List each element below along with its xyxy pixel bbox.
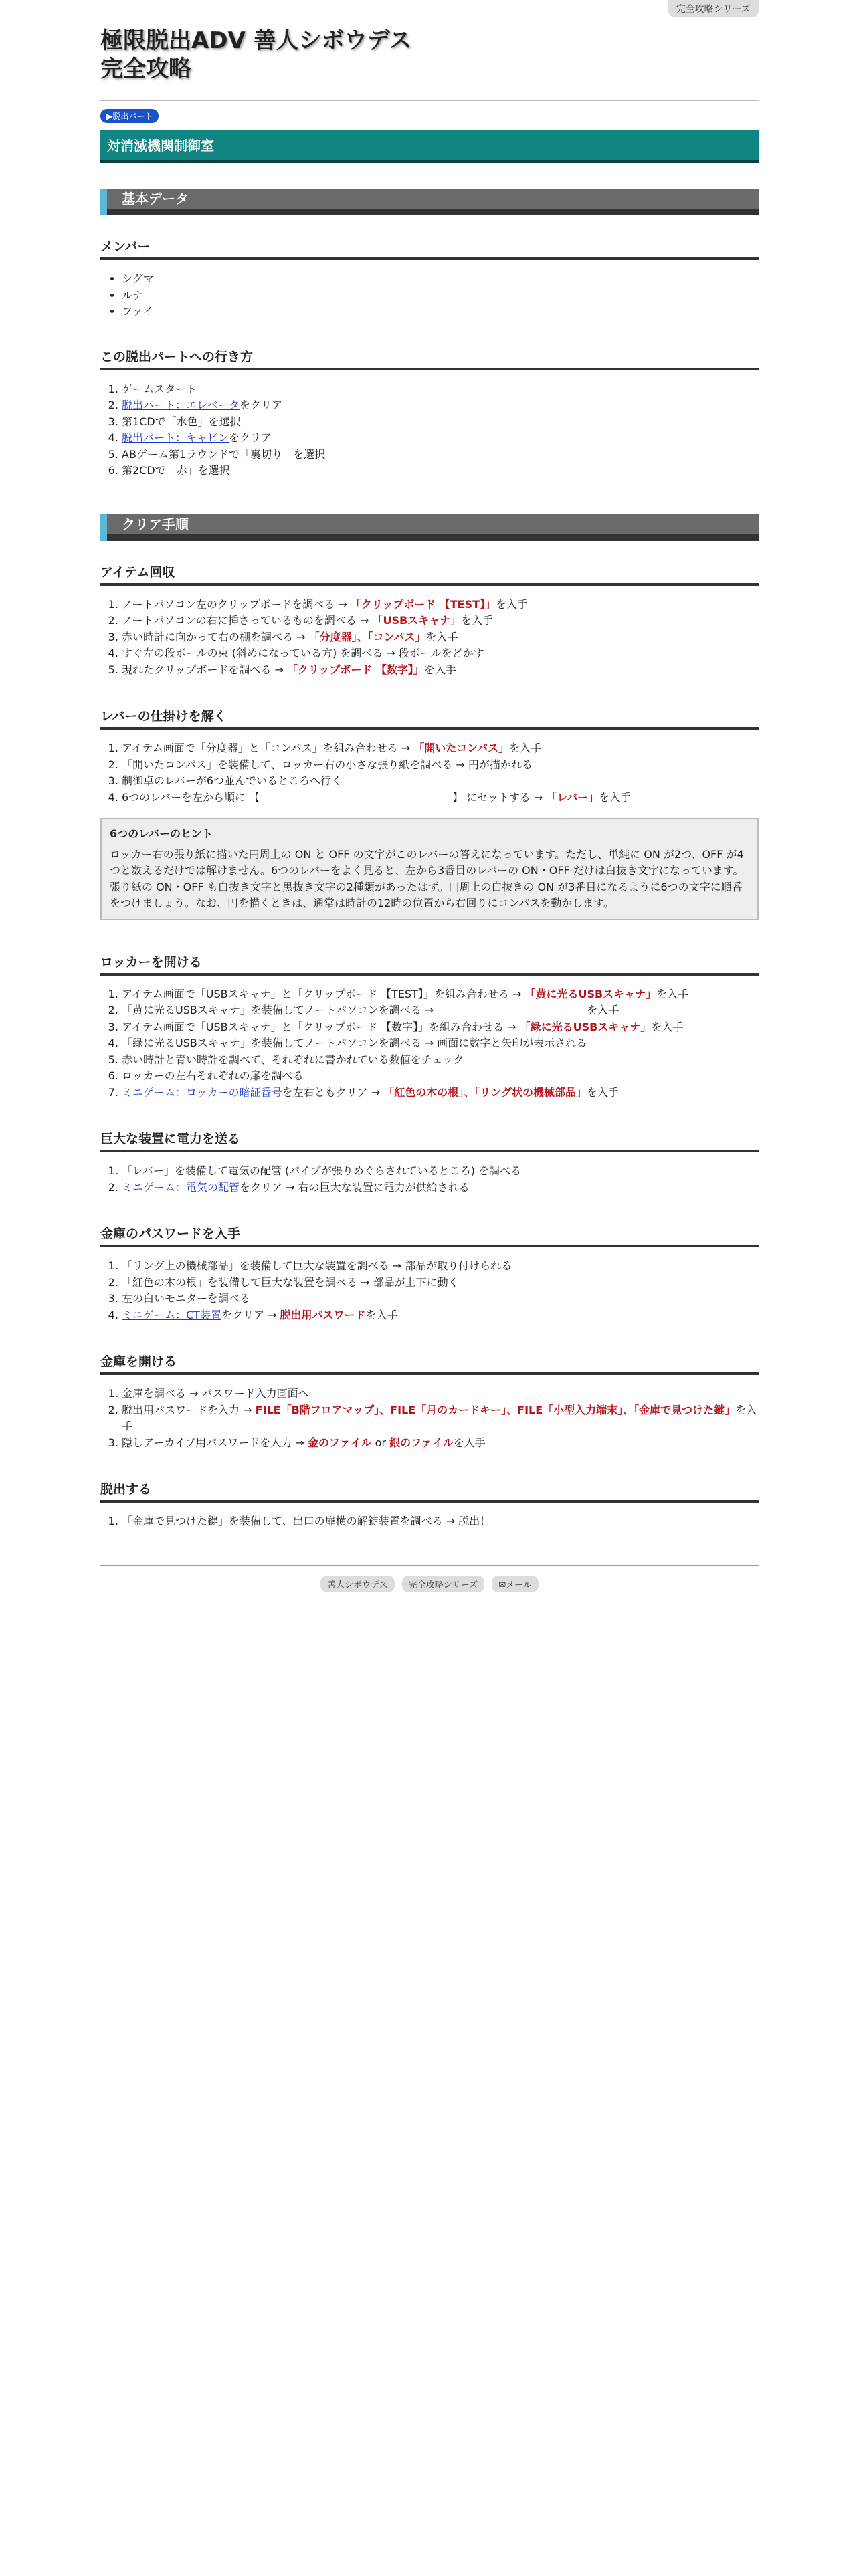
page-title: [100, 0, 759, 83]
locker-list: [100, 986, 759, 1101]
footer-divider: [100, 1565, 759, 1566]
page-title-line2: 完全攻略: [100, 56, 191, 82]
link-cabin[interactable]: 脱出パート：キャビン: [122, 431, 229, 444]
area-title: 対消滅機関制御室: [100, 130, 759, 163]
step: 3. 赤い時計に向かって右の棚を調べる → 「分度器」、「コンパス」を入手: [122, 629, 759, 646]
footer-link-series[interactable]: 完全攻略シリーズ: [402, 1576, 484, 1592]
step: 1. アイテム画面で「USBスキャナ」と「クリップボード 【TEST】」を組み合わせる → 「黄に光るUSBスキャナ」を入手: [122, 986, 759, 1003]
power-list: [100, 1163, 759, 1196]
step: 2. 「紅色の木の根」を装備して巨大な装置を調べる → 部品が上下に動く: [122, 1275, 759, 1291]
link-ct-minigame[interactable]: ミニゲーム：CT装置: [122, 1308, 221, 1321]
step: 4. 6つのレバーを左から順に 【 】 にセットする → 「レバー」を入手: [122, 790, 759, 807]
step: 4. 「緑に光るUSBスキャナ」を装備してノートパソコンを調べる → 画面に数字と矢印が表示される: [122, 1035, 759, 1052]
footer-link-game[interactable]: 善人シボウデス: [320, 1576, 394, 1592]
page-title-line1: 極限脱出ADV 善人シボウデス: [100, 27, 412, 54]
locker-heading: ロッカーを開ける: [100, 952, 759, 976]
step: 1. 「金庫で見つけた鍵」を装備して、出口の扉横の解錠装置を調べる → 脱出！: [122, 1513, 759, 1530]
hint-text: ロッカー右の張り紙に描いた円周上の ON と OFF の文字がこのレバーの答えになっています。ただし、単純に ON が2つ、OFF が4つと数えるだけでは解けません。6つのレバーをよく見ると、左から3番目のレバーの ON・OFF だけは白抜き文字になっています。張り紙の ON・OFF も白抜き文字と黒抜き文字の2種類があったはず。円周上の白抜きの ON が3番目になるように6つの文字に順番をつけましょう。なお、円を描くときは、通常は時計の12時の位置から右回りにコンパスを動かします。: [110, 847, 744, 909]
step: 4. ミニゲーム：CT装置をクリア → 脱出用パスワードを入手: [122, 1307, 759, 1324]
step: 2. 脱出用パスワードを入力 → FILE「B階フロアマップ」、FILE「月のカードキー」、FILE「小型入力端末」、「金庫で見つけた鍵」を入手: [122, 1402, 759, 1435]
link-pipe-minigame[interactable]: ミニゲーム：電気の配管: [122, 1180, 240, 1194]
section-clear-steps: クリア手順: [100, 514, 759, 541]
route-step: 3. 第1CDで「水色」を選択: [122, 414, 759, 431]
escape-heading: 脱出する: [100, 1479, 759, 1503]
section-basic-data: 基本データ: [100, 189, 759, 215]
route-step: 6. 第2CDで「赤」を選択: [122, 463, 759, 479]
route-list: [100, 381, 759, 479]
members-list: [100, 271, 759, 320]
lever-heading: レバーの仕掛けを解く: [100, 706, 759, 730]
step: 2. ノートパソコンの右に挿さっているものを調べる → 「USBスキャナ」を入手: [122, 613, 759, 629]
step: 7. ミニゲーム：ロッカーの暗証番号を左右ともクリア → 「紅色の木の根」、「リング状の機械部品」を入手: [122, 1085, 759, 1101]
step: 1. アイテム画面で「分度器」と「コンパス」を組み合わせる → 「開いたコンパス」を入手: [122, 740, 759, 757]
escape-list: [100, 1513, 759, 1530]
route-step: 5. ABゲーム第1ラウンドで「裏切り」を選択: [122, 447, 759, 463]
members-heading: メンバー: [100, 237, 759, 260]
password-heading: 金庫のパスワードを入手: [100, 1224, 759, 1247]
page: [100, 0, 759, 1592]
step: 3. 隠しアーカイブ用パスワードを入力 → 金のファイル or 銀のファイルを入手: [122, 1435, 759, 1452]
route-step: 2. 脱出パート：エレベータをクリア: [122, 397, 759, 414]
step: 1. 金庫を調べる → パスワード入力画面へ: [122, 1386, 759, 1402]
step: 3. アイテム画面で「USBスキャナ」と「クリップボード 【数字】」を組み合わせる → 「緑に光るUSBスキャナ」を入手: [122, 1019, 759, 1036]
step: 3. 制御卓のレバーが6つ並んでいるところへ行く: [122, 773, 759, 790]
route-heading: この脱出パートへの行き方: [100, 347, 759, 370]
footer-link-mail[interactable]: ✉メール: [492, 1576, 539, 1592]
step: 5. 赤い時計と青い時計を調べて、それぞれに書かれている数値をチェック: [122, 1052, 759, 1069]
footer: [100, 1576, 759, 1592]
step: 1. 「リング上の機械部品」を装備して巨大な装置を調べる → 部品が取り付けられる: [122, 1258, 759, 1275]
step: 1. ノートパソコン左のクリップボードを調べる → 「クリップボード 【TEST】」を入手: [122, 597, 759, 613]
route-step: 4. 脱出パート：キャビンをクリア: [122, 430, 759, 447]
step: 3. 左の白いモニターを調べる: [122, 1291, 759, 1307]
lever-hint-box: [100, 818, 759, 920]
route-step: 1. ゲームスタート: [122, 381, 759, 398]
step: 6. ロッカーの左右それぞれの扉を調べる: [122, 1068, 759, 1085]
items-heading: アイテム回収: [100, 562, 759, 586]
title-divider: [100, 100, 759, 101]
items-list: [100, 597, 759, 679]
safe-list: [100, 1386, 759, 1451]
link-elevator[interactable]: 脱出パート：エレベータ: [122, 399, 240, 411]
member-item: • ルナ: [122, 288, 759, 304]
hint-title: 6つのレバーのヒント: [110, 827, 213, 840]
step: 5. 現れたクリップボードを調べる → 「クリップボード 【数字】」を入手: [122, 662, 759, 679]
step: 1. 「レバー」を装備して電気の配管 (パイプが張りめぐらされているところ) を調べる: [122, 1163, 759, 1180]
password-list: [100, 1258, 759, 1323]
breadcrumb-escape-part[interactable]: ▶脱出パート: [100, 109, 159, 123]
step: 2. 「開いたコンパス」を装備して、ロッカー右の小さな張り紙を調べる → 円が描かれる: [122, 757, 759, 774]
link-locker-minigame[interactable]: ミニゲーム：ロッカーの暗証番号: [122, 1085, 282, 1099]
step: 2. ミニゲーム：電気の配管をクリア → 右の巨大な装置に電力が供給される: [122, 1180, 759, 1196]
member-item: • シグマ: [122, 271, 759, 288]
lever-list: [100, 740, 759, 806]
series-badge-top[interactable]: 完全攻略シリーズ: [668, 0, 759, 17]
safe-heading: 金庫を開ける: [100, 1352, 759, 1375]
member-item: • ファイ: [122, 304, 759, 320]
power-heading: 巨大な装置に電力を送る: [100, 1129, 759, 1152]
step: 4. すぐ左の段ボールの束 (斜めになっている方) を調べる → 段ボールをどかす: [122, 645, 759, 662]
step: 2. 「黄に光るUSBスキャナ」を装備してノートパソコンを調べる → を入手: [122, 1002, 759, 1019]
